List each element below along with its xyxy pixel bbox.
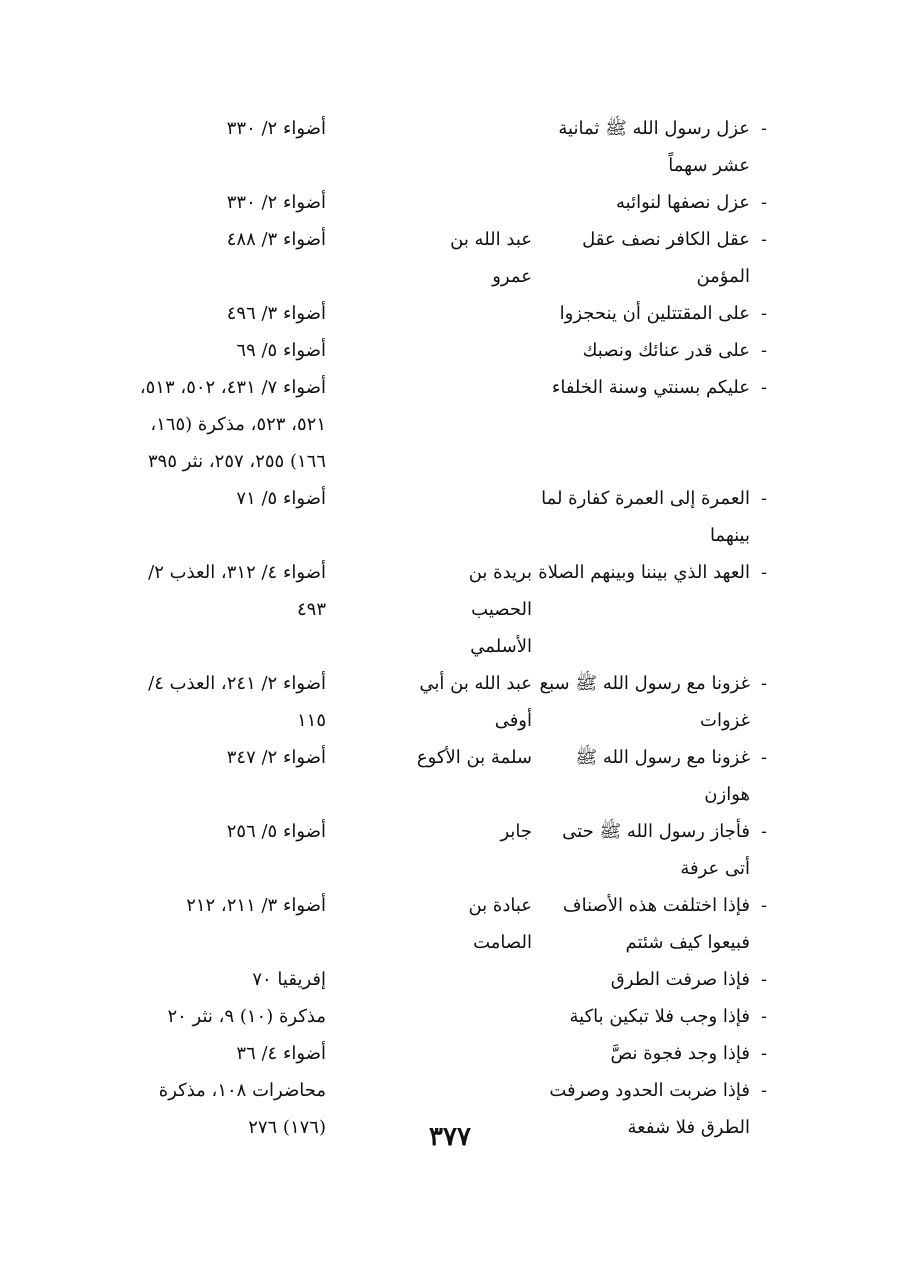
source-reference: أضواء ٥/ ٧١ <box>236 488 326 509</box>
index-entry <box>118 813 778 887</box>
entry-dash: - <box>760 488 768 509</box>
hadith-text: العمرة إلى العمرة كفارة لما بينهما <box>541 488 750 546</box>
narrator-name: عبد الله بن عمرو <box>450 229 532 287</box>
index-entry <box>118 369 778 480</box>
source-reference: أضواء ٧/ ٤٣١، ٥٠٢، ٥١٣، ٥٢١، ٥٢٣، مذكرة (١٦٥، ١٦٦) ٢٥٥، ٢٥٧، نثر ٣٩٥ <box>139 377 326 472</box>
hadith-text: على المقتتلين أن ينحجزوا <box>559 303 750 324</box>
source-reference: أضواء ٥/ ٢٥٦ <box>226 821 326 842</box>
index-entry <box>118 221 778 295</box>
hadith-text: فأجاز رسول الله ﷺ حتى أتى عرفة <box>562 821 750 879</box>
entry-dash: - <box>760 1043 768 1064</box>
index-entry <box>118 480 778 554</box>
hadith-text: غزونا مع رسول الله ﷺ سبع غزوات <box>539 673 750 731</box>
source-reference: أضواء ٥/ ٦٩ <box>236 340 326 361</box>
index-entry <box>118 998 778 1035</box>
index-table <box>118 110 778 1146</box>
source-reference: محاضرات ١٠٨، مذكرة (١٧٦) ٢٧٦ <box>158 1080 326 1138</box>
source-reference: أضواء ٢/ ٣٤٧ <box>226 747 326 768</box>
hadith-text: عليكم بسنتي وسنة الخلفاء <box>551 377 750 398</box>
entry-dash: - <box>760 821 768 842</box>
narrator-name: سلمة بن الأكوع <box>416 747 532 768</box>
source-reference: أضواء ٢/ ٢٤١، العذب ٤/ ١١٥ <box>148 673 326 731</box>
source-reference: أضواء ٤/ ٣٦ <box>236 1043 326 1064</box>
source-reference: مذكرة (١٠) ٩، نثر ٢٠ <box>167 1006 326 1027</box>
page-number: ٣٧٧ <box>429 1122 471 1152</box>
index-entry <box>118 1035 778 1072</box>
narrator-name: عبادة بن الصامت <box>468 895 532 953</box>
source-reference: أضواء ٢/ ٣٣٠ <box>226 118 326 139</box>
narrator-name: جابر <box>500 821 532 842</box>
source-reference: أضواء ٣/ ٤٨٨ <box>226 229 326 250</box>
hadith-text: عقل الكافر نصف عقل المؤمن <box>582 229 750 287</box>
hadith-text: على قدر عنائك ونصبك <box>582 340 750 361</box>
index-entry <box>118 110 778 184</box>
index-entry <box>118 554 778 665</box>
index-entry <box>118 665 778 739</box>
hadith-text: عزل رسول الله ﷺ ثمانية عشر سهماً <box>558 118 750 176</box>
entry-dash: - <box>760 747 768 768</box>
hadith-text: العهد الذي بيننا وبينهم الصلاة <box>538 562 750 583</box>
source-reference: أضواء ٣/ ٤٩٦ <box>226 303 326 324</box>
hadith-text: فإذا صرفت الطرق <box>610 969 750 990</box>
index-entry <box>118 332 778 369</box>
index-entry <box>118 739 778 813</box>
entry-dash: - <box>760 895 768 916</box>
index-entry <box>118 961 778 998</box>
hadith-text: غزونا مع رسول الله ﷺ هوازن <box>575 747 750 805</box>
entry-dash: - <box>760 562 768 583</box>
index-entry <box>118 184 778 221</box>
hadith-text: فإذا ضربت الحدود وصرفت الطرق فلا شفعة <box>549 1080 750 1138</box>
source-reference: أضواء ٢/ ٣٣٠ <box>226 192 326 213</box>
entry-dash: - <box>760 303 768 324</box>
hadith-text: فإذا اختلفت هذه الأصناف فبيعوا كيف شئتم <box>562 895 750 953</box>
source-reference: أضواء ٤/ ٣١٢، العذب ٢/ ٤٩٣ <box>148 562 326 620</box>
entry-dash: - <box>760 673 768 694</box>
entry-dash: - <box>760 118 768 139</box>
entry-dash: - <box>760 969 768 990</box>
entry-dash: - <box>760 377 768 398</box>
narrator-name: بريدة بن الحصيب الأسلمي <box>468 562 532 657</box>
entry-dash: - <box>760 1080 768 1101</box>
source-reference: إفريقيا ٧٠ <box>252 969 326 990</box>
entry-dash: - <box>760 192 768 213</box>
entry-dash: - <box>760 340 768 361</box>
index-entry <box>118 295 778 332</box>
narrator-name: عبد الله بن أبي أوفى <box>419 673 532 731</box>
index-entry <box>118 887 778 961</box>
hadith-text: فإذا وجب فلا تبكين باكية <box>569 1006 750 1027</box>
entry-dash: - <box>760 1006 768 1027</box>
hadith-text: عزل نصفها لنوائبه <box>615 192 750 213</box>
entry-dash: - <box>760 229 768 250</box>
source-reference: أضواء ٣/ ٢١١، ٢١٢ <box>186 895 326 916</box>
hadith-text: فإذا وجد فجوة نصَّ <box>610 1043 750 1064</box>
